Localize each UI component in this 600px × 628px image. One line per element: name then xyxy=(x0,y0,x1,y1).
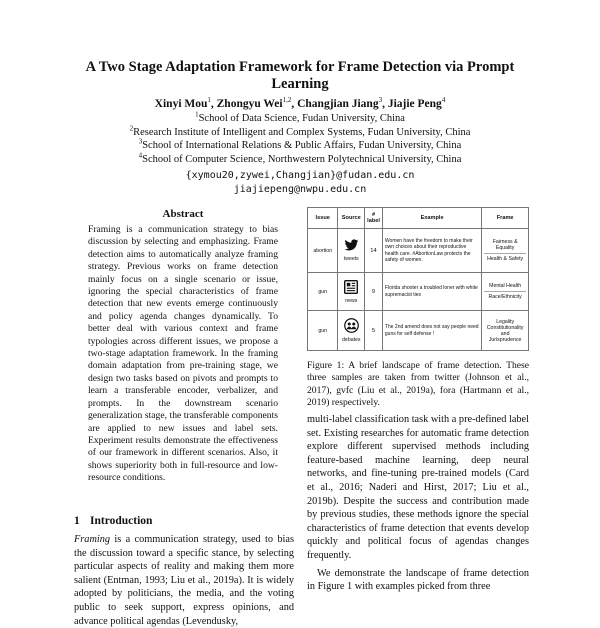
table-row xyxy=(308,273,529,311)
abstract-text: Framing is a communication strategy to bias discussion by selecting and emphasizing. Frame detection aims to automatically analyze framing strategy. Previous works on frame detection mainly focus on a single scenario or issue, ignoring the special characteristics of frame detection that new events emerge continuously and policy agenda changes dynamically. To better deal with various context and frame typologies across different issues, we propose a two-stage adaptation framework. In the framing domain adaptation from pre-training stage, we design two tasks based on pivots and prompts to learn a transferable encoder, verbalizer, and prompts. In the downstream scenario generalization stage, the transferable components are applied to new issues and label sets. Experiment results demonstrate the effectiveness of our framework in different scenarios. Also, it shows superiority both in full-resource and low-resource conditions. xyxy=(88,224,278,484)
frame-label: Race/Ethnicity xyxy=(488,294,522,300)
intro-paragraph xyxy=(74,533,294,628)
source-cell xyxy=(338,273,365,311)
header-label: # label xyxy=(365,208,383,229)
header-frame: Frame xyxy=(482,208,529,229)
label-count: 5 xyxy=(365,311,383,351)
frame-cell xyxy=(482,273,529,311)
issue-cell: gun xyxy=(308,273,338,311)
author-sup: 3 xyxy=(378,96,383,105)
example-cell: Florida shooter a troubled loner with white supremacist ties xyxy=(382,273,481,311)
intro-text: is a communication strategy, used to bias the discussion toward a specific stance, by selecting particular aspects of reality and making them more salient (Entman, 1993; Liu et al., 2019a). It is widely adopted by politicians, the media, and the voting public to seek support, express opinions, and advance political agendas (Levendusky, xyxy=(74,534,294,627)
table-header-row xyxy=(308,208,529,229)
intro-lead-word: Framing xyxy=(74,534,111,545)
affiliation: $^2$Research Institute of Intelligent and Complex Systems, Fudan University, China xyxy=(129,124,471,138)
figure-1 xyxy=(307,207,529,409)
author-sup: 4 xyxy=(441,96,446,105)
header-source: Source xyxy=(338,208,365,229)
author-separator: , xyxy=(382,98,388,110)
affiliation: $^3$School of International Relations & Public Affairs, Fudan University, China xyxy=(138,137,462,151)
affiliation: $^1$School of Data Science, Fudan University, China xyxy=(195,110,405,124)
source-name: tweets xyxy=(343,256,359,262)
source-cell xyxy=(338,229,365,273)
affiliation: $^4$School of Computer Science, Northwestern Polytechnical University, China xyxy=(138,151,462,165)
newspaper-icon xyxy=(344,280,358,294)
figure-caption: Figure 1: A brief landscape of frame detection. These three samples are taken from twitter (Johnson et al., 2017), gvfc (Liu et al., 2019a), fora (Hartmann et al., 2019) respectively. xyxy=(307,360,529,408)
author: Zhongyu Wei xyxy=(216,98,283,110)
source-name: debates xyxy=(342,337,361,343)
email: {xymou20,zywei,Changjian}@fudan.edu.cn xyxy=(185,170,415,181)
label-count: 9 xyxy=(365,273,383,311)
table-row xyxy=(308,229,529,273)
frame-landscape-table xyxy=(307,207,529,351)
email: jiajiepeng@nwpu.edu.cn xyxy=(233,184,367,195)
section-heading xyxy=(74,515,152,527)
example-cell: Women have the freedom to make their own choices about their reproductive health care. #AbortionLaw protects the safety of women. xyxy=(382,229,481,273)
email-block xyxy=(60,169,540,197)
author: Xinyi Mou xyxy=(154,98,208,110)
source-name: news xyxy=(345,297,358,304)
author-sup: 1 xyxy=(207,96,211,105)
frame-cell xyxy=(482,311,529,351)
paper-title: A Two Stage Adaptation Framework for Frame Detection via Prompt Learning xyxy=(85,59,515,92)
paragraph: We demonstrate the landscape of frame detection in Figure 1 with examples picked from three xyxy=(307,567,529,593)
author-separator: , xyxy=(210,98,217,110)
right-column-text xyxy=(307,413,529,594)
frame-label: Mental Health xyxy=(484,281,526,292)
author: Jiajie Peng xyxy=(387,98,442,110)
twitter-bird-icon xyxy=(344,239,359,252)
example-cell: The 2nd amend does not say people need guns for self defense ! xyxy=(382,311,481,351)
source-cell xyxy=(338,311,365,351)
frame-label: Fairness & Equality xyxy=(484,237,526,254)
header-issue: Issue xyxy=(308,208,338,229)
issue-cell: gun xyxy=(308,311,338,351)
affiliation-list xyxy=(40,112,560,166)
header-example: Example xyxy=(382,208,481,229)
table-row xyxy=(308,311,529,351)
section-title-text: Introduction xyxy=(90,515,153,527)
frame-label: Legality Constitutionality and Jurisprudence xyxy=(486,318,524,343)
author: Changjian Jiang xyxy=(297,98,379,110)
author-list xyxy=(60,97,540,111)
author-sup: 1,2 xyxy=(282,96,292,105)
frame-cell xyxy=(482,229,529,273)
abstract-heading: Abstract xyxy=(162,208,204,220)
issue-cell: abortion xyxy=(308,229,338,273)
section-number: 1 xyxy=(74,515,80,527)
frame-label: Health & Safety xyxy=(487,256,524,262)
paragraph: multi-label classification task with a pre-defined label set. Existing researches for automatic frame detection explore different supervised methods including feature-based machine learning, deep neural networks, and fine-tuning pre-trained models (Card et al., 2016; Naderi and Hirst, 2017; Liu et al., 2019b). Despite the success and contribution made by previous studies, these methods ignore the special characteristics of frame detection that events develop quickly and political focus of agendas changes frequently. xyxy=(307,414,529,561)
debate-icon xyxy=(344,318,359,333)
label-count: 14 xyxy=(365,229,383,273)
author-separator: , xyxy=(291,98,298,110)
